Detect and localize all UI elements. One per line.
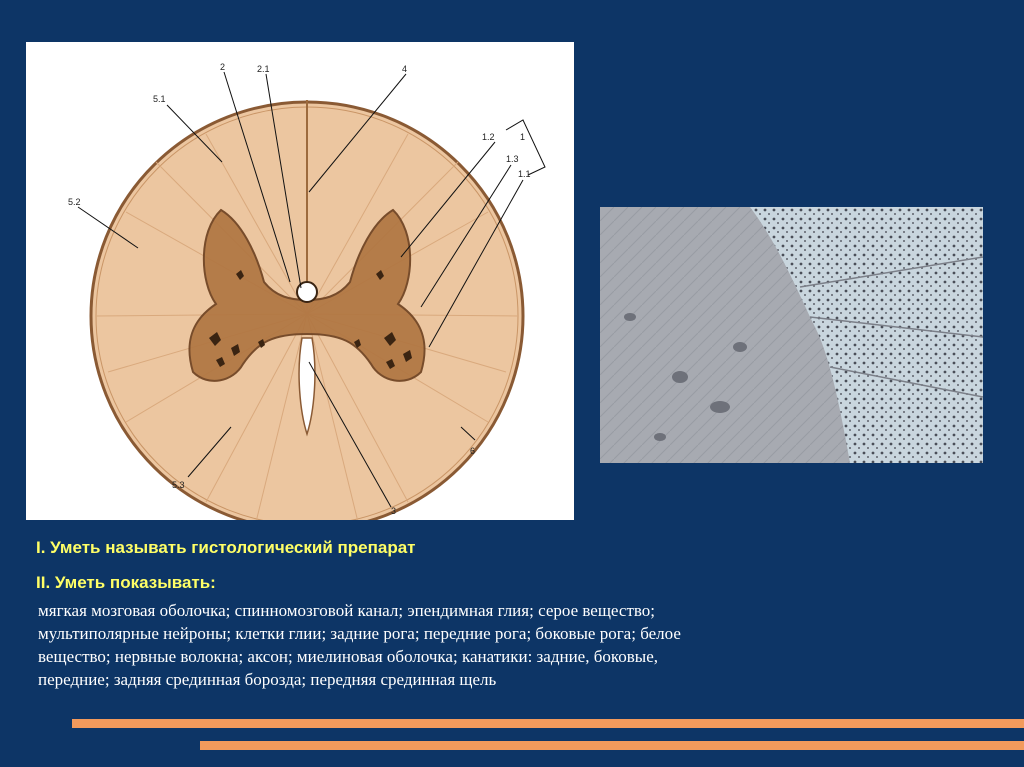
heading-show: II. Уметь показывать:: [36, 573, 216, 592]
structures-line-1: мягкая мозговая оболочка; спинномозговой канал; эпендимная глия; серое вещество;: [38, 601, 656, 620]
central-canal: [297, 282, 317, 302]
label-3: 3: [391, 506, 397, 516]
group-1-bracket: [506, 120, 545, 175]
structures-line-4: передние; задняя срединная борозда; передняя срединная щель: [38, 670, 497, 689]
spinal-cord-diagram: [26, 42, 574, 520]
label-5-1: 5.1: [153, 94, 166, 104]
label-1-1: 1.1: [518, 169, 531, 179]
label-6: 6: [470, 446, 476, 456]
label-2: 2: [220, 62, 226, 72]
label-5-2: 5.2: [68, 197, 81, 207]
label-4: 4: [402, 64, 408, 74]
micrograph-image: [600, 207, 983, 463]
micrograph: [600, 207, 983, 463]
label-1-3: 1.3: [506, 154, 519, 164]
label-5-3: 5.3: [172, 480, 185, 490]
structures-list: [38, 599, 998, 691]
accent-bar-lower: [200, 741, 1024, 750]
spinal-cord-illustration: [26, 42, 574, 520]
label-1: 1: [520, 132, 526, 142]
label-1-2: 1.2: [482, 132, 495, 142]
accent-bar-upper: [72, 719, 1024, 728]
structures-line-3: вещество; нервные волокна; аксон; миелиновая оболочка; канатики: задние, боковые,: [38, 647, 659, 666]
heading-name-preparation: I. Уметь называть гистологический препарат: [36, 538, 416, 557]
label-2-1: 2.1: [257, 64, 270, 74]
structures-line-2: мультиполярные нейроны; клетки глии; задние рога; передние рога; боковые рога; белое: [38, 624, 681, 643]
